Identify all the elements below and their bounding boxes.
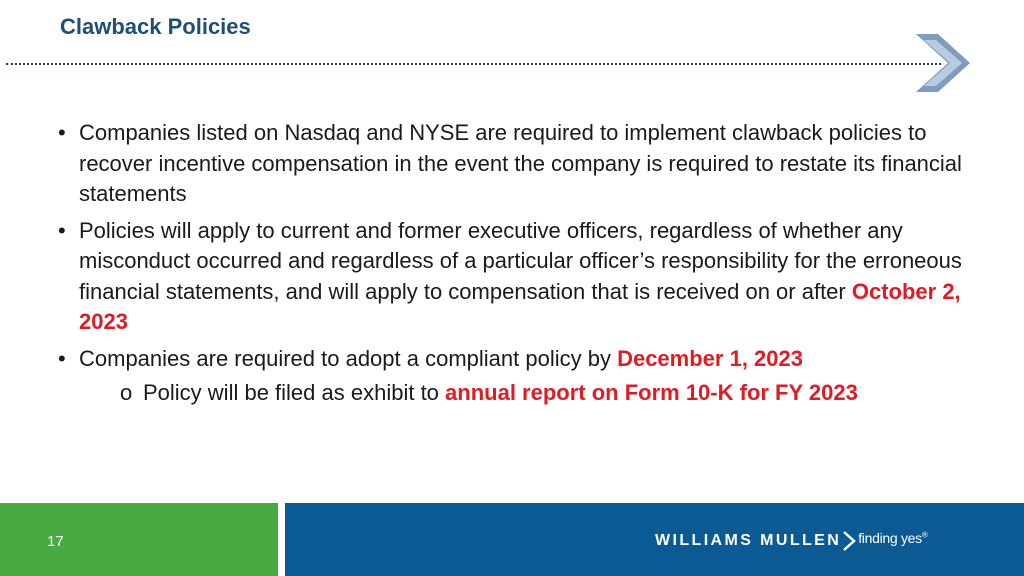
page-number: 17	[47, 533, 64, 550]
sub-bullet-text: Policy will be filed as exhibit to	[143, 380, 446, 405]
highlight-date: October 2, 2023	[79, 278, 961, 334]
slide-title: Clawback Policies	[60, 14, 251, 39]
sub-bullet-marker: o	[120, 380, 133, 405]
double-chevron-arrow-icon	[912, 30, 974, 96]
bullet-item	[58, 344, 988, 409]
slide-body	[58, 118, 988, 415]
footer-brand-logo	[655, 526, 927, 556]
brand-tagline: finding yes®	[858, 530, 928, 546]
bullet-marker: •	[58, 217, 66, 243]
footer-green-panel	[0, 503, 278, 576]
bullet-marker: •	[58, 120, 66, 145]
chevron-right-icon	[842, 530, 856, 552]
brand-name: WILLIAMS MULLEN	[655, 532, 842, 549]
sub-bullet-item	[79, 378, 988, 409]
bullet-item	[58, 118, 988, 210]
bullet-marker: •	[58, 345, 66, 371]
bullet-text: Policies will apply to current and former executive officers, regardless of whether any misconduct occurred and regardless of a particular officer’s responsibility for the erroneous financial statements, and will apply to compensation that is received on or after	[79, 217, 962, 304]
bullet-text: Companies listed on Nasdaq and NYSE are required to implement clawback policies to recover incentive compensation in the event the company is required to restate its financial statements	[79, 120, 962, 206]
highlight-date: December 1, 2023	[617, 345, 803, 371]
bullet-text: Companies are required to adopt a compliant policy by	[79, 345, 618, 371]
header-divider	[6, 63, 941, 65]
highlight-filing: annual report on Form 10-K for FY 2023	[445, 380, 858, 405]
bullet-item	[58, 216, 988, 338]
